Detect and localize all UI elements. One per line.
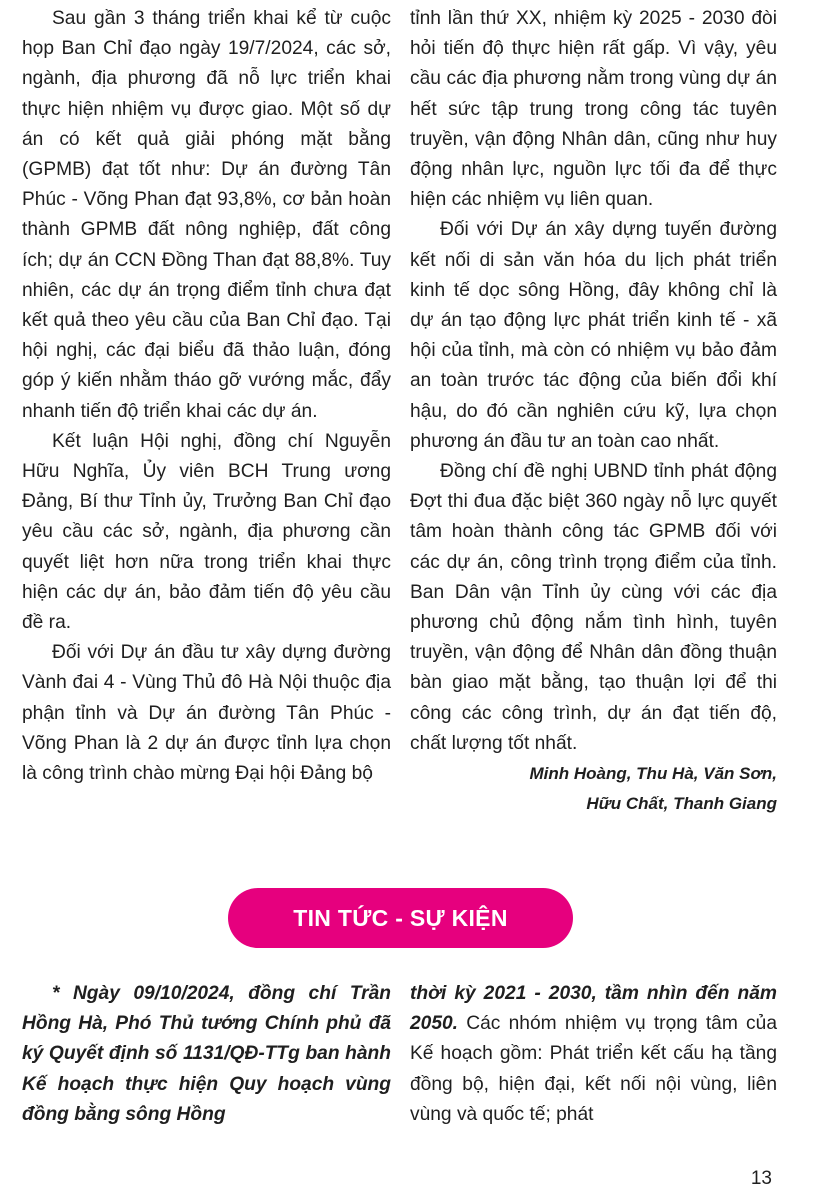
news-paragraph-continuation	[410, 979, 777, 1130]
article-paragraph: Đối với Dự án đầu tư xây dựng đường Vành đai 4 - Vùng Thủ đô Hà Nội thuộc địa phận tỉnh và Dự án đường Tân Phúc - Võng Phan là 2 dự án được tỉnh lựa chọn là công trình chào mừng Đại hội Đảng bộ	[22, 642, 391, 785]
section-title-badge	[228, 888, 573, 948]
article-paragraph: Đồng chí đề nghị UBND tỉnh phát động Đợt thi đua đặc biệt 360 ngày nỗ lực quyết tâm hoàn thành công tác GPMB đối với các dự án, công trình trọng điểm của tỉnh. Ban Dân vận Tỉnh ủy cùng với các địa phương chủ động nắm tình hình, tuyên truyền, vận động để Nhân dân đồng thuận bàn giao mặt bằng, tạo thuận lợi để thi công các công trình, dự án đạt tiến độ, chất lượng tốt nhất.	[410, 461, 777, 754]
news-body-text: Các nhóm nhiệm vụ trọng tâm của Kế hoạch gồm: Phát triển kết cấu hạ tầng đồng bộ, hiện đại, kết nối nội vùng, liên vùng và quốc tế; phát	[410, 1013, 777, 1125]
news-right-column	[410, 979, 777, 1130]
article-byline	[410, 759, 777, 819]
byline-line-2: Hữu Chất, Thanh Giang	[586, 794, 777, 814]
news-left-column	[22, 979, 391, 1130]
byline-line-1: Minh Hoàng, Thu Hà, Văn Sơn,	[529, 764, 777, 784]
page-number: 13	[750, 1168, 772, 1189]
news-lead-paragraph: * Ngày 09/10/2024, đồng chí Trần Hồng Hà, Phó Thủ tướng Chính phủ đã ký Quyết định số 1131/QĐ-TTg ban hành Kế hoạch thực hiện Quy hoạch vùng đồng bằng sông Hồng	[22, 983, 391, 1125]
news-lead-continuation: thời kỳ 2021 - 2030, tầm nhìn đến năm 2050.	[410, 983, 777, 1035]
article-left-column	[22, 4, 391, 789]
section-title: TIN TỨC - SỰ KIỆN	[293, 904, 508, 931]
article-paragraph: Sau gần 3 tháng triển khai kể từ cuộc họp Ban Chỉ đạo ngày 19/7/2024, các sở, ngành, địa phương đã nỗ lực triển khai thực hiện nhiệm vụ được giao. Một số dự án có kết quả giải phóng mặt bằng (GPMB) đạt tốt như: Dự án đường Tân Phúc - Võng Phan đạt 93,8%, cơ bản hoàn thành GPMB đất nông nghiệp, đất công ích; dự án CCN Đồng Than đạt 88,8%. Tuy nhiên, các dự án trọng điểm tỉnh chưa đạt kết quả theo yêu cầu của Ban Chỉ đạo. Tại hội nghị, các đại biểu đã thảo luận, đóng góp ý kiến nhằm tháo gỡ vướng mắc, đẩy nhanh tiến độ triển khai các dự án.	[22, 8, 391, 422]
article-paragraph-continuation: tỉnh lần thứ XX, nhiệm kỳ 2025 - 2030 đòi hỏi tiến độ thực hiện rất gấp. Vì vậy, yêu cầu các địa phương nằm trong vùng dự án hết sức tập trung trong công tác tuyên truyền, vận động Nhân dân, cũng như huy động nhân lực, nguồn lực tối đa để thực hiện các nhiệm vụ liên quan.	[410, 8, 777, 211]
article-paragraph: Kết luận Hội nghị, đồng chí Nguyễn Hữu Nghĩa, Ủy viên BCH Trung ương Đảng, Bí thư Tỉnh ủy, Trưởng Ban Chỉ đạo yêu cầu các sở, ngành, địa phương cần quyết liệt hơn nữa trong triển khai thực hiện các dự án, bảo đảm tiến độ yêu cầu đề ra.	[22, 430, 391, 634]
article-paragraph: Đối với Dự án xây dựng tuyến đường kết nối di sản văn hóa du lịch phát triển kinh tế dọc sông Hồng, đây không chỉ là dự án tạo động lực phát triển kinh tế - xã hội của tỉnh, mà còn có nhiệm vụ bảo đảm an toàn trước tác động của biến đổi khí hậu, do đó cần nghiên cứu kỹ, lựa chọn phương án đầu tư an toàn cao nhất.	[410, 219, 777, 452]
article-right-column	[410, 4, 777, 819]
